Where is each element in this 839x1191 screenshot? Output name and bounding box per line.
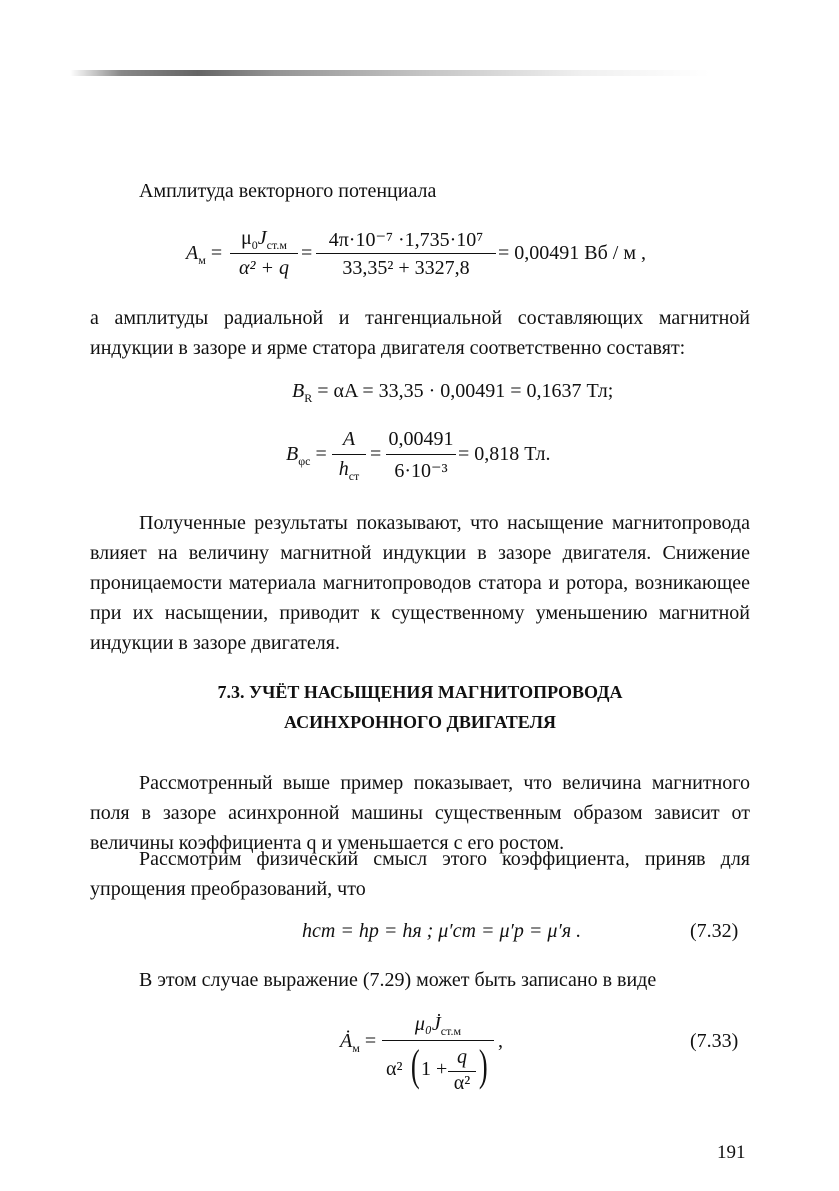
eq-bphi-num1: A — [342, 428, 356, 450]
eq-733-num: $\mu_0J̇_{ст.м}$ — [414, 1013, 462, 1038]
section-heading-line2: АСИНХРОННОГО ДВИГАТЕЛЯ — [284, 712, 556, 732]
section-heading-line1: 7.3. УЧЁТ НАСЫЩЕНИЯ МАГНИТОПРОВОДА — [217, 682, 623, 702]
eq-am-num2: 4π·10⁻⁷ ·1,735·10⁷ — [328, 229, 484, 251]
scan-artifact-line — [70, 70, 710, 76]
eq-733-fracbar — [382, 1040, 494, 1041]
eq-am-lhs: $A_м$ = — [186, 242, 223, 267]
paragraph-4: Рассмотрим физический смысл этого коэффициента, приняв для упрощения преобразований, что — [90, 848, 750, 900]
eq-733-den-q: q — [457, 1046, 467, 1068]
page-number: 191 — [717, 1142, 746, 1163]
paragraph-5: В этом случае выражение (7.29) может быть записано в виде — [139, 969, 657, 991]
eq-bphi-den1: $h_{ст}$ — [338, 458, 360, 483]
paragraph-3: Рассмотренный выше пример показывает, что величина магнитного поля в зазоре асинхронной машины существенным образом зависит от величины коэффициента q и уменьшается с его ростом. — [90, 772, 750, 854]
paragraph-2: Полученные результаты показывают, что насыщение магнитопровода влияет на величину магнитной индукции в зазоре двигателя. Снижение проницаемости материала магнитопроводов статора и ротора, возникающее при их насыщении, приводит к существенному уменьшению магнитной индукции в зазоре двигателя. — [90, 512, 750, 654]
intro-text: Амплитуда векторного потенциала — [139, 180, 437, 202]
equation-number-7-32: (7.32) — [690, 920, 739, 942]
eq-733-den-one: 1 + — [421, 1058, 448, 1080]
eq-733-paren-open: ( — [410, 1041, 420, 1090]
eq-bphi-result: = 0,818 Тл. — [458, 443, 551, 465]
eq-am-num1: $\mu_0J_{ст.м}$ — [241, 227, 287, 252]
eq-bphi-fracbar2 — [386, 454, 456, 455]
eq-am-fracbar1 — [230, 253, 298, 254]
equation-number-7-33: (7.33) — [690, 1030, 739, 1052]
eq-733-den-alpha2: α² — [453, 1072, 471, 1094]
eq-733-lhs: $Ȧ_м$ = — [340, 1030, 377, 1055]
equation-7-32: hст = hр = hя ; μ′ст = μ′р = μ′я . — [302, 920, 582, 942]
eq-bphi-eq2: = — [370, 443, 382, 465]
paragraph-1: а амплитуды радиальной и тангенциальной составляющих магнитной индукции в зазоре и ярме статора двигателя соответственно составят: — [90, 307, 750, 359]
eq-bphi-num2: 0,00491 — [388, 428, 454, 450]
eq-733-comma: , — [498, 1030, 503, 1052]
eq-am-den2: 33,35² + 3327,8 — [342, 257, 470, 279]
eq-am-result: = 0,00491 Вб / м , — [498, 242, 647, 264]
eq-733-paren-close: ) — [478, 1041, 488, 1090]
eq-bphi-lhs: $B_{\varphi с}$ = — [286, 443, 327, 468]
eq-am-den1: α² + q — [239, 257, 289, 279]
eq-bphi-den2: 6·10⁻³ — [394, 460, 448, 482]
eq-733-den-alpha: α² — [386, 1058, 403, 1080]
equation-br: $B_R = \alpha A = 33,35 \cdot 0,00491 = 0,1637$ Тл; — [292, 380, 614, 405]
eq-bphi-fracbar1 — [332, 454, 366, 455]
eq-am-eq2: = — [301, 242, 313, 264]
eq-am-fracbar2 — [316, 253, 496, 254]
